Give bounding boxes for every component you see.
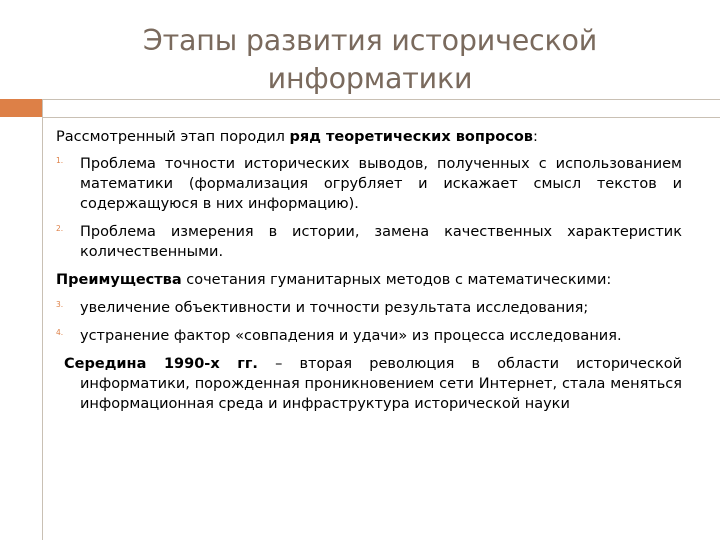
slide-body xyxy=(56,127,682,422)
list-item-text: Проблема точности исторических выводов, полученных с использованием математики (формализация огрубляет и искажает смысл текстов и содержащуюся в них информацию). xyxy=(80,156,682,212)
intro-prefix: Рассмотренный этап породил xyxy=(56,129,290,145)
slide-title-line-1: Этапы развития исторической xyxy=(142,24,598,57)
divider-bottom xyxy=(42,117,720,118)
list-item-number: 1. xyxy=(56,156,64,165)
advantages-text: сочетания гуманитарных методов с математическими: xyxy=(181,272,612,288)
slide-title xyxy=(60,22,680,98)
intro-bold: ряд теоретических вопросов xyxy=(289,129,533,145)
advantages-paragraph xyxy=(56,270,682,290)
accent-square xyxy=(0,99,42,117)
final-text: – вторая революция в области исторической информатики, порожденная проникновением сети Интернет, стала меняться информационная среда и инфраструктура исторической науки xyxy=(80,356,682,412)
list-item-text: Проблема измерения в истории, замена качественных характеристик количественными. xyxy=(80,224,682,260)
final-paragraph xyxy=(56,354,682,414)
divider-vertical xyxy=(42,99,43,540)
intro-suffix: : xyxy=(532,129,538,145)
list-item-text: увеличение объективности и точности результата исследования; xyxy=(80,300,589,316)
list-item xyxy=(56,154,682,214)
slide-title-line-2: информатики xyxy=(267,62,473,95)
list-item-number: 3. xyxy=(56,300,64,309)
list-item-number: 4. xyxy=(56,328,64,337)
list-item xyxy=(56,298,682,318)
list-item-text: устранение фактор «совпадения и удачи» из процесса исследования. xyxy=(80,328,622,344)
list-item xyxy=(56,222,682,262)
final-bold: Середина 1990-х гг. xyxy=(64,356,258,372)
list-item xyxy=(56,326,682,346)
list-item-number: 2. xyxy=(56,224,64,233)
intro-paragraph xyxy=(56,127,682,147)
divider-top xyxy=(42,99,720,100)
advantages-bold: Преимущества xyxy=(56,272,182,288)
